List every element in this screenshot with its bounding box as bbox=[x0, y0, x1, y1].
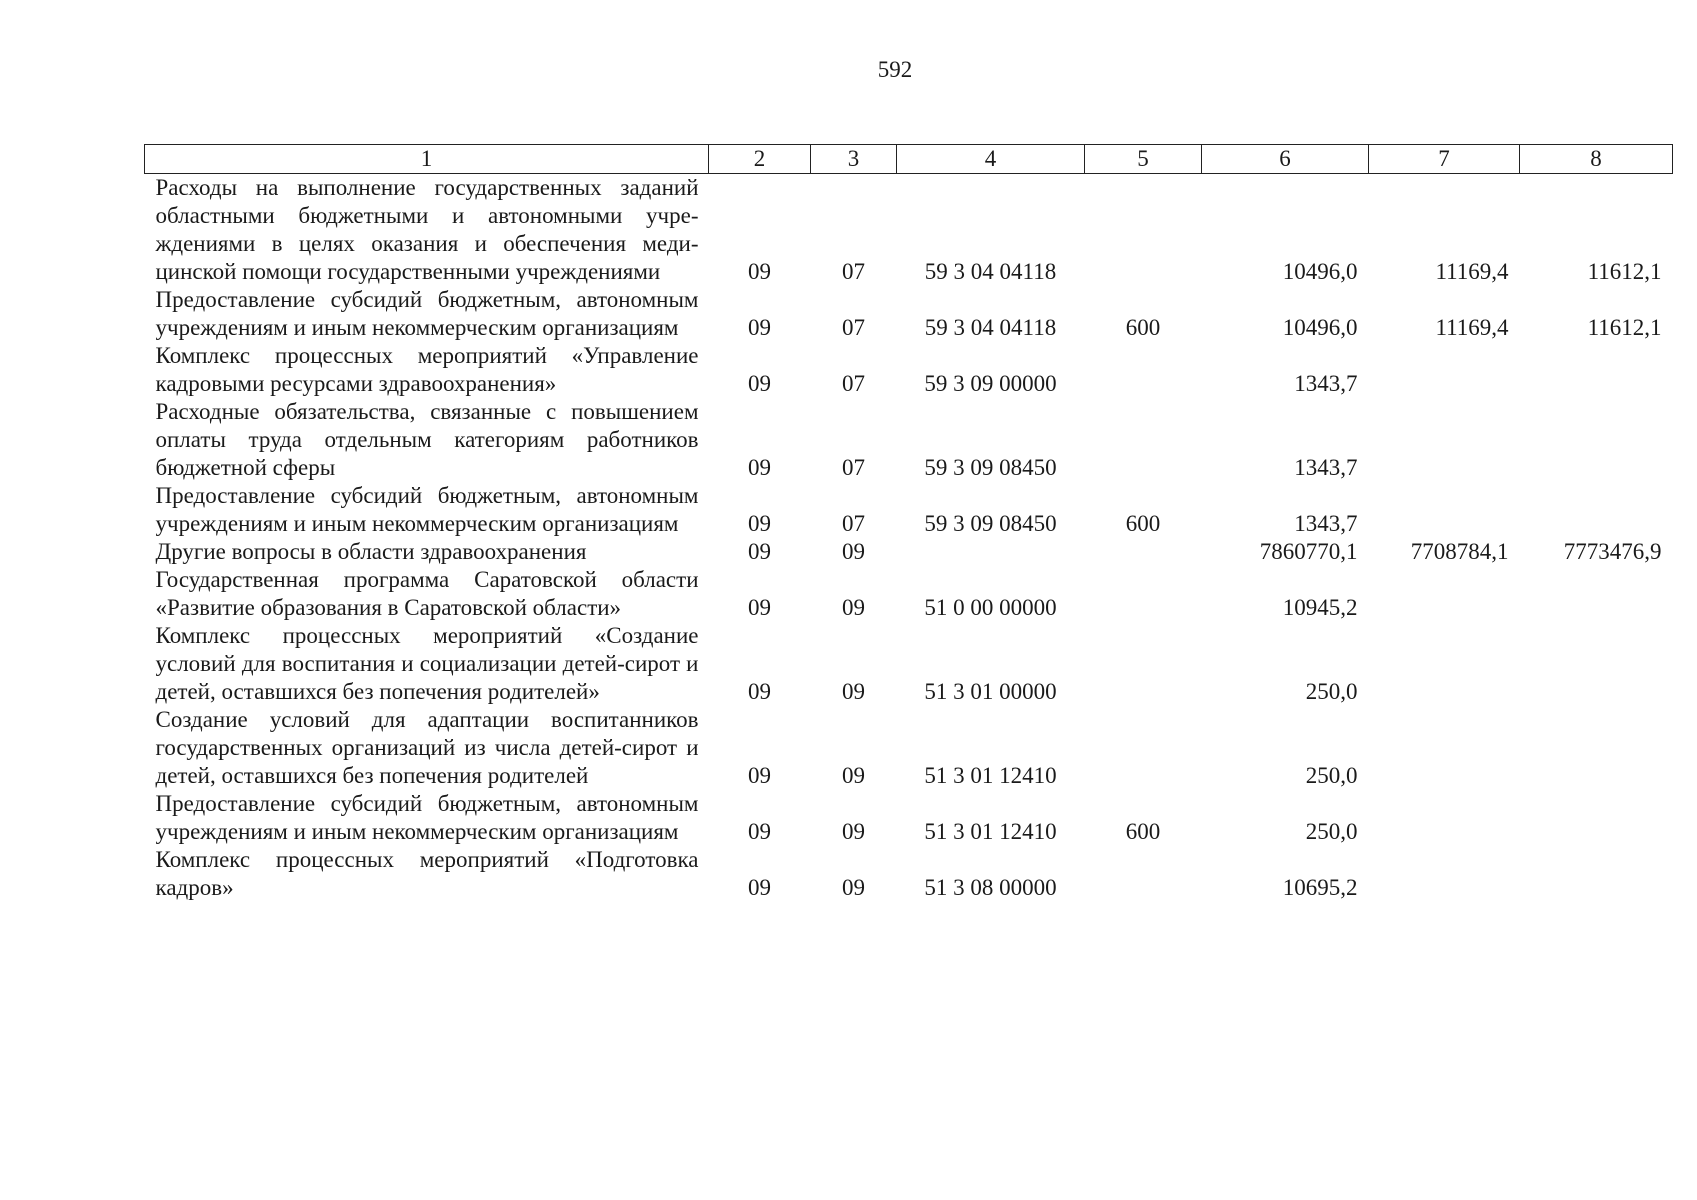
row-subsection: 09 bbox=[842, 819, 865, 844]
header-col-5: 5 bbox=[1085, 145, 1202, 174]
row-amount-6: 10695,2 bbox=[1282, 875, 1358, 900]
row-amount-8 bbox=[1520, 790, 1673, 846]
row-target-code: 59 3 04 04118 bbox=[924, 259, 1057, 284]
table-row bbox=[145, 846, 1673, 902]
row-section: 09 bbox=[748, 371, 771, 396]
row-expense-type bbox=[1085, 174, 1202, 287]
row-target-code: 59 3 04 04118 bbox=[924, 315, 1057, 340]
table-row bbox=[145, 790, 1673, 846]
header-col-6: 6 bbox=[1202, 145, 1369, 174]
row-amount-8 bbox=[1520, 566, 1673, 622]
row-name: Предоставление субсидий бюджетным, автономным учреждениям и иным некоммерческим организациям bbox=[155, 791, 699, 844]
row-amount-6: 1343,7 bbox=[1294, 511, 1358, 536]
header-col-7: 7 bbox=[1369, 145, 1520, 174]
row-amount-7 bbox=[1369, 342, 1520, 398]
row-amount-8 bbox=[1520, 706, 1673, 790]
row-target-code: 51 3 01 12410 bbox=[924, 819, 1057, 844]
row-amount-8 bbox=[1520, 342, 1673, 398]
header-col-3: 3 bbox=[811, 145, 897, 174]
row-name: Комплекс процессных мероприятий «Создание условий для воспитания и социализации детей-сирот и детей, оставшихся без попечения родителей» bbox=[155, 623, 699, 704]
row-target-code: 51 3 01 00000 bbox=[924, 679, 1057, 704]
row-target-code: 59 3 09 08450 bbox=[924, 511, 1057, 536]
row-name: Другие вопросы в области здравоохранения bbox=[155, 539, 587, 564]
row-section: 09 bbox=[748, 875, 771, 900]
row-subsection: 07 bbox=[842, 455, 865, 480]
row-name: Расходные обязательства, связанные с повышением оплаты труда отдельным категориям работников бюджетной сферы bbox=[155, 399, 699, 480]
row-expense-type: 600 bbox=[1125, 511, 1161, 536]
row-target-code: 51 3 08 00000 bbox=[924, 875, 1057, 900]
row-amount-8 bbox=[1520, 846, 1673, 902]
table-row bbox=[145, 174, 1673, 287]
table-row bbox=[145, 706, 1673, 790]
row-name: Предоставление субсидий бюджетным, автономным учреждениям и иным некоммерческим организациям bbox=[155, 483, 699, 536]
row-amount-8 bbox=[1520, 622, 1673, 706]
row-name: Предоставление субсидий бюджетным, автономным учреждениям и иным некоммерческим организациям bbox=[155, 287, 699, 340]
row-amount-6: 250,0 bbox=[1305, 763, 1358, 788]
table-row bbox=[145, 342, 1673, 398]
row-target-code: 51 0 00 00000 bbox=[924, 595, 1057, 620]
row-target-code: 59 3 09 00000 bbox=[924, 371, 1057, 396]
row-amount-6: 250,0 bbox=[1305, 679, 1358, 704]
table-body bbox=[145, 174, 1673, 903]
row-amount-7 bbox=[1369, 846, 1520, 902]
row-section: 09 bbox=[748, 595, 771, 620]
row-amount-8: 7773476,9 bbox=[1563, 539, 1662, 564]
row-amount-7: 7708784,1 bbox=[1410, 539, 1509, 564]
row-section: 09 bbox=[748, 259, 771, 284]
row-amount-8: 11612,1 bbox=[1587, 315, 1662, 340]
row-amount-7 bbox=[1369, 706, 1520, 790]
row-amount-6: 1343,7 bbox=[1294, 371, 1358, 396]
row-name: Создание условий для адаптации воспитанников государственных организаций из числа детей-сирот и детей, оставшихся без попечения родителей bbox=[155, 707, 699, 788]
row-amount-7: 11169,4 bbox=[1435, 259, 1509, 284]
row-subsection: 07 bbox=[842, 511, 865, 536]
row-amount-6: 10945,2 bbox=[1282, 595, 1358, 620]
row-expense-type bbox=[1085, 846, 1202, 902]
row-amount-6: 1343,7 bbox=[1294, 455, 1358, 480]
row-amount-7 bbox=[1369, 482, 1520, 538]
budget-table bbox=[144, 144, 1673, 902]
row-expense-type bbox=[1085, 538, 1202, 566]
row-target-code bbox=[897, 538, 1085, 566]
row-amount-7 bbox=[1369, 566, 1520, 622]
row-amount-8: 11612,1 bbox=[1587, 259, 1662, 284]
row-amount-8 bbox=[1520, 482, 1673, 538]
row-expense-type: 600 bbox=[1125, 315, 1161, 340]
row-subsection: 09 bbox=[842, 875, 865, 900]
row-name: Государственная программа Саратовской области «Развитие образования в Саратовской области» bbox=[155, 567, 699, 620]
row-subsection: 09 bbox=[842, 679, 865, 704]
row-section: 09 bbox=[748, 539, 771, 564]
row-amount-7: 11169,4 bbox=[1435, 315, 1509, 340]
row-section: 09 bbox=[748, 511, 771, 536]
row-target-code: 51 3 01 12410 bbox=[924, 763, 1057, 788]
row-expense-type bbox=[1085, 706, 1202, 790]
row-section: 09 bbox=[748, 455, 771, 480]
row-name: Комплекс процессных мероприятий «Управление кадровыми ресурсами здравоохранения» bbox=[155, 343, 699, 396]
row-amount-6: 10496,0 bbox=[1282, 259, 1358, 284]
header-col-1: 1 bbox=[145, 145, 709, 174]
header-row bbox=[145, 145, 1673, 174]
row-subsection: 07 bbox=[842, 315, 865, 340]
row-subsection: 09 bbox=[842, 763, 865, 788]
table-row bbox=[145, 286, 1673, 342]
header-col-4: 4 bbox=[897, 145, 1085, 174]
row-amount-6: 10496,0 bbox=[1282, 315, 1358, 340]
row-name: Расходы на выполнение государственных заданий областными бюджетными и автономными учреждениями в целях оказания и обеспечения медицинской помощи государственными учреждениями bbox=[155, 175, 699, 284]
table-row bbox=[145, 566, 1673, 622]
row-amount-7 bbox=[1369, 398, 1520, 482]
table-row bbox=[145, 538, 1673, 566]
row-section: 09 bbox=[748, 763, 771, 788]
table-header bbox=[145, 145, 1673, 174]
row-section: 09 bbox=[748, 315, 771, 340]
row-expense-type: 600 bbox=[1125, 819, 1161, 844]
row-subsection: 09 bbox=[842, 539, 865, 564]
row-amount-7 bbox=[1369, 622, 1520, 706]
row-section: 09 bbox=[748, 679, 771, 704]
row-expense-type bbox=[1085, 398, 1202, 482]
row-expense-type bbox=[1085, 342, 1202, 398]
row-subsection: 07 bbox=[842, 259, 865, 284]
page-number: 592 bbox=[877, 57, 913, 82]
row-amount-7 bbox=[1369, 790, 1520, 846]
row-amount-6: 250,0 bbox=[1305, 819, 1358, 844]
row-name: Комплекс процессных мероприятий «Подготовка кадров» bbox=[155, 847, 699, 900]
table-row bbox=[145, 622, 1673, 706]
row-expense-type bbox=[1085, 622, 1202, 706]
row-expense-type bbox=[1085, 566, 1202, 622]
header-col-2: 2 bbox=[709, 145, 811, 174]
table-row bbox=[145, 398, 1673, 482]
table-row bbox=[145, 482, 1673, 538]
row-subsection: 07 bbox=[842, 371, 865, 396]
header-col-8: 8 bbox=[1520, 145, 1673, 174]
row-target-code: 59 3 09 08450 bbox=[924, 455, 1057, 480]
row-amount-6: 7860770,1 bbox=[1259, 539, 1358, 564]
row-amount-8 bbox=[1520, 398, 1673, 482]
row-section: 09 bbox=[748, 819, 771, 844]
row-subsection: 09 bbox=[842, 595, 865, 620]
